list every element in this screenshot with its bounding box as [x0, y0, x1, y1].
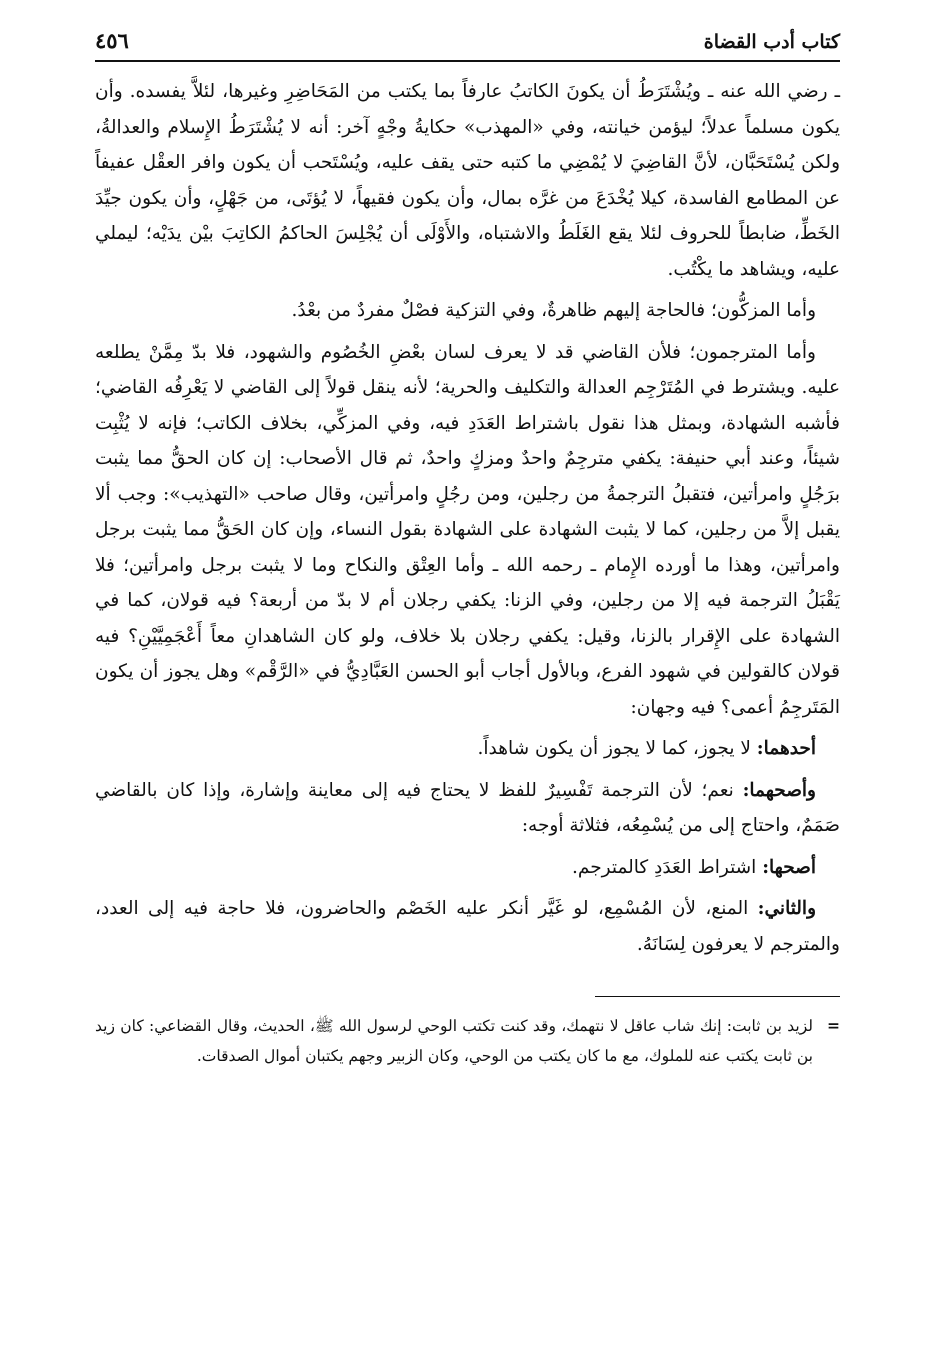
- paragraph-text: اشتراط العَدَدِ كالمترجم.: [572, 856, 763, 878]
- paragraph: [95, 773, 840, 844]
- page-header: [95, 28, 840, 62]
- paragraph-lead: وأصحهما:: [742, 779, 816, 801]
- paragraph: [95, 335, 840, 726]
- paragraph-lead: والثاني:: [757, 898, 816, 919]
- paragraph-text: وأما المترجمون؛ فلأن القاضي قد لا يعرف لسان بعْضِ الخُصُوم والشهود، فلا بدّ مِمَّنْ يطلعه عليه. ويشترط في المُتَرْجِم العدالة والتكليف والحرية؛ لأنه ينقل قولاً إلى القاضي لا يَعْرِفُه القاضي؛ فأشبه الشهادة، وبمثل هذا نقول باشتراط العَدَدِ فيه، وفي المزكِّي، بخلاف الكاتب؛ فإنه لا يُثْبِت شيئاً، وعند أبي حنيفة: يكفي مترجِمٌ واحدٌ ومزكٍ واحدٌ، ثم قال الأصحاب: إن كان الحقُّ مما يثبت برَجُلٍ وامرأتين، فتقبلُ الترجمةُ من رجلين، ومن رجُلٍ وامرأتين، وقال صاحب «التهذيب»: وجب ألا يقبل إلاَّ من رجلين، كما لا يثبت الشهادة على الشهادة بقول النساء، وإن كان الحَقُّ مما يثبت برجل وامرأتين، وهذا ما أورده الإِمام ـ رحمه الله ـ وأما العِتْق والنكاح وما لا يثبت برجل وامرأتين؛ فلا يَقْبَلُ الترجمة فيه إلا من رجلين، وفي الزنا: يكفي رجلان أم لا بدّ من أربعة؟ فيه قولان، كما في الشهادة على الإِقرار بالزنا، وقيل: يكفي رجلان بلا خلاف، ولو كان الشاهدانِ معاً أَعْجَمِيَّيْنِ؟ فيه قولان كالقولين في شهود الفرع، وبالأول أجاب أبو الحسن العَبَّادِيُّ في «الرَّقْم» وهل يجوز أن يكون المَتَرجِمُ أعمى؟ فيه وجهان:: [95, 341, 840, 718]
- paragraph-text: وأما المزكُّون؛ فالحاجة إليهم ظاهرةٌ، وفي التزكية فصْلٌ مفردٌ من بعْدُ.: [291, 300, 816, 321]
- paragraph-lead: أحدهما:: [756, 738, 816, 759]
- main-text: [95, 74, 840, 962]
- footnote-continuation-marker: =: [827, 1016, 840, 1035]
- paragraph: [95, 850, 840, 886]
- paragraph-text: المنع، لأن المُسْمِع، لو غَيَّر أنكر عليه الخَصْم والحاضرون، فلا حاجة فيه إلى العدد، والمترجم لا يعرفون لِسَانَهُ.: [95, 898, 840, 955]
- paragraph: [95, 731, 840, 767]
- paragraph-text: نعم؛ لأن الترجمة تَفْسِيرٌ للفظ لا يحتاج فيه إلى معاينة وإشارة، وإذا كان بالقاضي صَمَمٌ، واحتاج إلى من يُسْمِعُه، فثلاثة أوجه:: [95, 779, 840, 836]
- paragraph-lead: أصحها:: [762, 856, 816, 878]
- paragraph: [95, 891, 840, 962]
- paragraph: [95, 293, 840, 329]
- paragraph-text: لا يجوز، كما لا يجوز أن يكون شاهداً.: [477, 738, 757, 759]
- paragraph: [95, 74, 840, 287]
- footnote-text: لزيد بن ثابت: إنك شاب عاقل لا نتهمك، وقد كنت تكتب الوحي لرسول الله ﷺ، الحديث، وقال القضاعي: كان زيد بن ثابت يكتب عنه للملوك، مع ما كان يكتب من الوحي، وكان الزبير وجهم يكتبان أموال الصدقات.: [95, 1017, 813, 1065]
- footnote-divider: [595, 996, 840, 997]
- document-page: [95, 28, 840, 1318]
- footnote: [95, 1011, 840, 1071]
- page-number: ٤٥٦: [95, 28, 129, 53]
- paragraph-text: ـ رضي الله عنه ـ ويُشْتَرَطُ أن يكونَ الكاتبُ عارفاً بما يكتب من المَحَاضِرِ وغيرها، لئلاَّ يفسده. وأن يكون مسلماً عدلاً؛ ليؤمن خيانته، وفي «المهذب» حكايةُ وجْهٍ آخر: أنه لا يُشْتَرَطُ الإِسلام والعدالةُ، ولكن يُسْتَحَبَّان، لأنَّ القاضِيَ لا يُمْضِي ما كتبه حتى يقف عليه، ويُسْتَحب أن يكون وافر العقْل عفيفاً عن المطامع الفاسدة، كيلا يُخْدَعَ من غرَّه بمال، وأن يكون فقيهاً، لا يُؤتَى، من جَهْلٍ، وأن يكون جيِّدَ الخَطِّ، ضابطاً للحروف لئلا يقع الغَلَطُ والاشتباه، والأَوْلَى أن يُجْلِسَ الحاكمُ الكاتِبَ بيْن يدَيْه؛ ليملي عليه، ويشاهد ما يكْتُب.: [95, 81, 840, 280]
- book-title: كتاب أدب القضاة: [703, 31, 840, 53]
